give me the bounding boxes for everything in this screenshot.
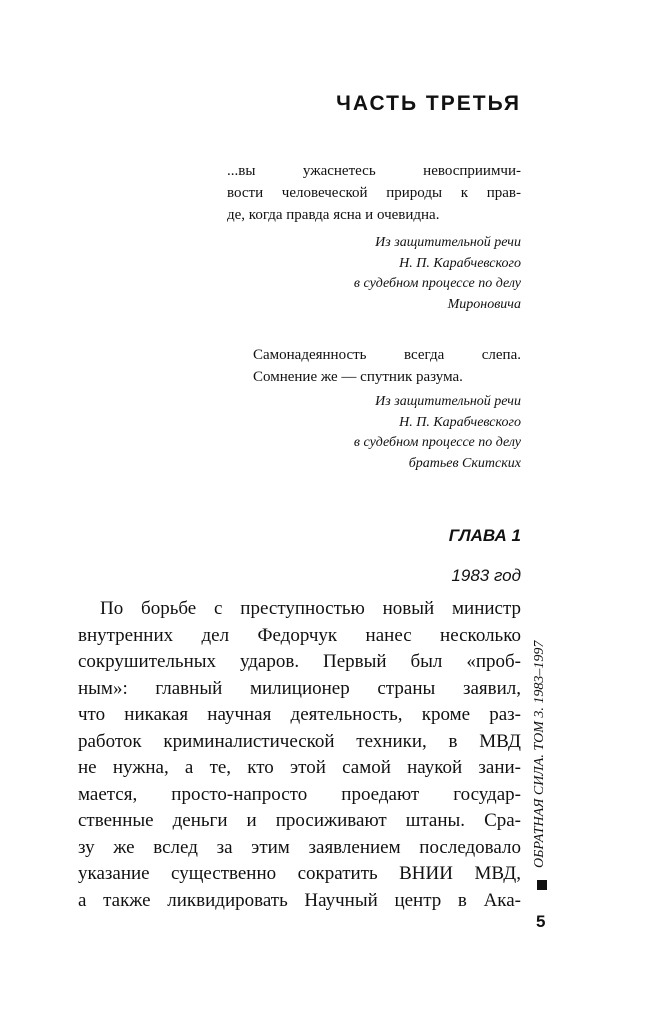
body-text: [78, 596, 521, 914]
epigraph-1-line: ...вы ужаснетесь невосприимчи-: [227, 163, 521, 179]
body-line: указание существенно сократить ВНИИ МВД,: [78, 863, 521, 884]
epigraph-1-line: де, когда правда ясна и очевидна.: [227, 207, 440, 223]
epigraph-2-source: [354, 392, 521, 474]
body-line: что никакая научная деятельность, кроме раз-: [78, 704, 521, 725]
epigraph-1-source-line: Н. П. Карабчевского: [399, 255, 521, 271]
epigraph-2-source-line: братьев Скитских: [408, 455, 521, 471]
epigraph-1-source: [354, 233, 521, 315]
epigraph-2-line: Сомнение же — спутник разума.: [253, 369, 463, 385]
body-line: сокрушительных ударов. Первый был «проб-: [78, 651, 521, 672]
body-line: ным»: главный милиционер страны заявил,: [78, 677, 521, 699]
body-line: мается, просто-напросто проедают государ-: [78, 783, 521, 805]
body-line: работок криминалистической техники, в МВД: [78, 730, 521, 752]
epigraph-2-source-line: в судебном процессе по делу: [353, 435, 521, 450]
body-line: не нужна, а те, кто этой самой наукой зани-: [78, 757, 521, 778]
epigraph-1-source-line: Из защитительной речи: [375, 235, 521, 250]
body-line: зу же вслед за этим заявлением последовало: [78, 836, 521, 858]
epigraph-2-line: Самонадеянность всегда слепа.: [253, 347, 521, 363]
epigraph-2-source-line: Н. П. Карабчевского: [399, 414, 521, 430]
body-line: а также ликвидировать Научный центр в Ака-: [78, 889, 521, 911]
epigraph-1-source-line: Мироновича: [447, 296, 521, 312]
chapter-year: 1983 год: [451, 566, 521, 585]
part-title: ЧАСТЬ ТРЕТЬЯ: [336, 92, 521, 115]
body-line: По борьбе с преступностью новый министр: [100, 598, 521, 619]
epigraph-1-source-line: в судебном процессе по делу: [353, 276, 521, 291]
epigraph-1-text: [227, 160, 521, 226]
body-line: внутренних дел Федорчук нанес несколько: [78, 624, 521, 646]
chapter-heading: ГЛАВА 1: [448, 526, 521, 545]
running-title: ОБРАТНАЯ СИЛА. ТОМ 3. 1983–1997: [532, 640, 547, 868]
page-number: 5: [536, 912, 546, 931]
epigraph-1-line: вости человеческой природы к прав-: [227, 185, 521, 201]
epigraph-2-source-line: Из защитительной речи: [375, 394, 521, 409]
epigraph-2-text: [253, 344, 521, 388]
body-line: ственные деньги и просиживают штаны. Сра-: [78, 810, 521, 831]
square-marker-icon: [537, 880, 547, 890]
